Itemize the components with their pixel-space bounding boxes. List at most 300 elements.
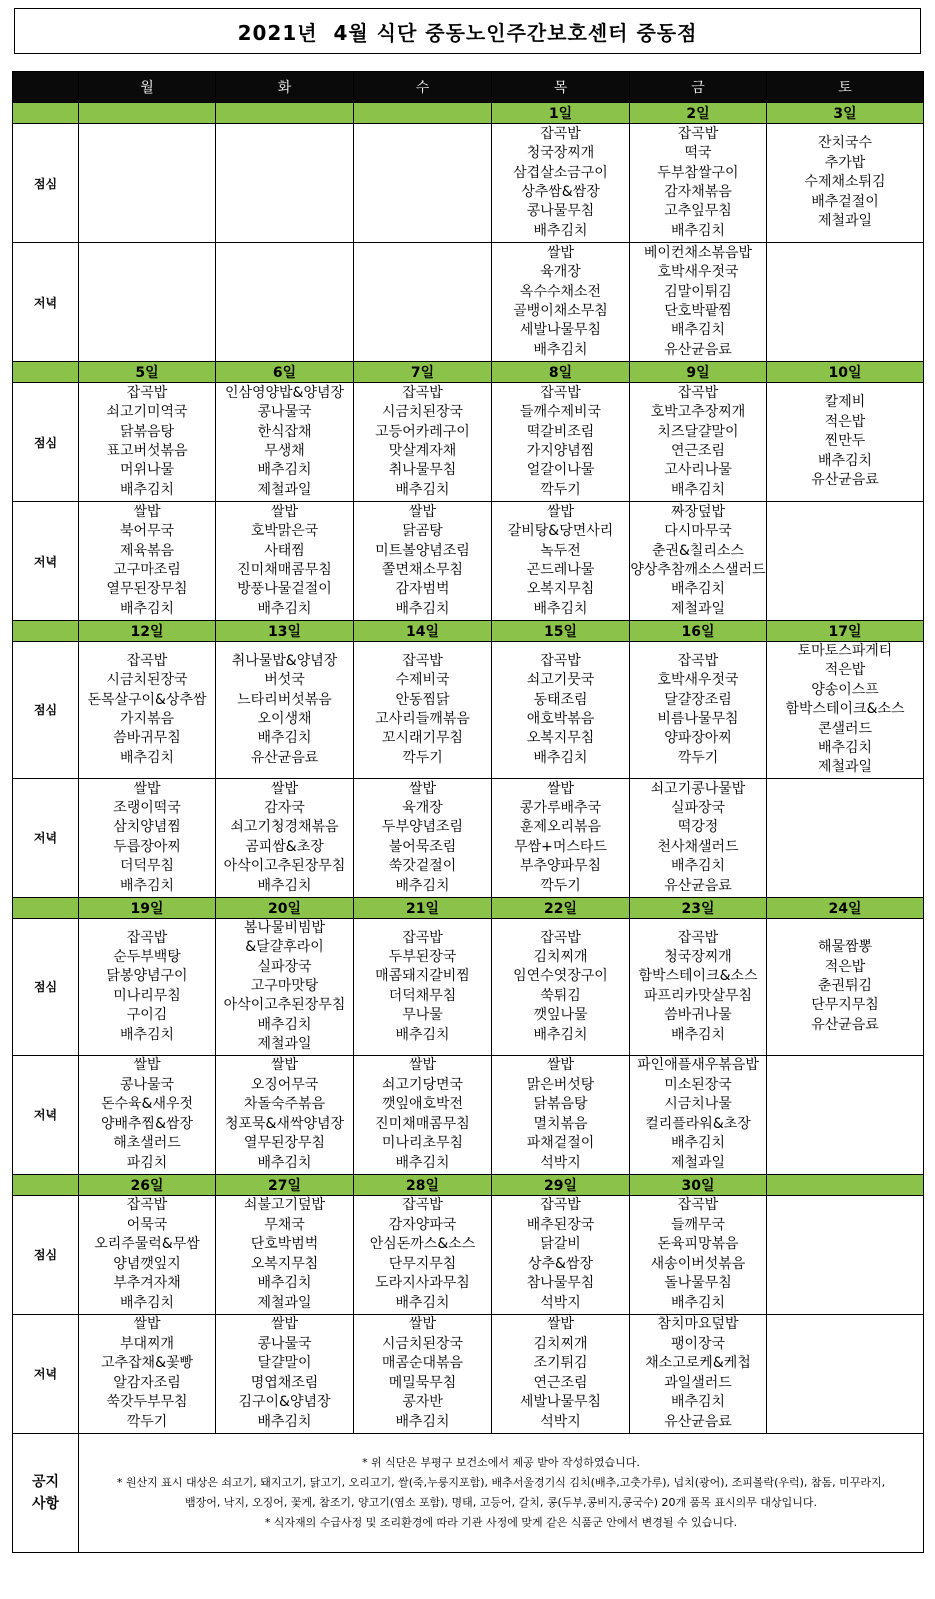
menu-item: 쌀밥: [546, 1316, 575, 1333]
date-row: [13, 1174, 924, 1195]
menu-item: 콩나물국: [257, 1335, 312, 1352]
weekday-thu: 목: [492, 72, 630, 103]
menu-item: 부대찌개: [119, 1335, 175, 1352]
menu-item: 두부양념조림: [381, 819, 464, 836]
menu-item: 매콤순대볶음: [381, 1355, 464, 1372]
menu-item: 배추김치: [119, 749, 175, 766]
date-cell: 14일: [354, 621, 492, 642]
menu-item: 안심돈까스&소스: [369, 1236, 476, 1253]
menu-item: 진미채매콤무침: [237, 562, 332, 578]
dinner-label: 저녁: [13, 778, 79, 897]
menu-item: 배추김치: [257, 1413, 312, 1430]
menu-item: 제육볶음: [119, 542, 175, 559]
menu-item: 무쌈+머스타드: [514, 838, 607, 855]
notice-line-2: * 원산지 표시 대상은 쇠고기, 돼지고기, 닭고기, 오리고기, 쌀(죽,누룽지포함), 배추서울경기식 김치(배추,고춧가루), 넙치(광어), 조피볼락(우럭), 참돔, 미꾸라지,: [116, 1475, 886, 1489]
menu-item: 골뱅이채소무침: [513, 303, 608, 319]
date-cell: 1일: [492, 103, 630, 124]
menu-item: 파김치: [126, 1154, 168, 1171]
menu-item: 미소된장국: [664, 1076, 732, 1093]
menu-item: 오이생채: [257, 710, 312, 727]
menu-item: 찐만두: [824, 433, 866, 450]
menu-item: 실파장국: [670, 800, 726, 817]
menu-item: 고추잡채&꽃빵: [100, 1355, 194, 1372]
menu-item: 애호박볶음: [526, 710, 595, 727]
menu-item: 청국장찌개: [664, 948, 732, 965]
lunch-menu-cell: [492, 383, 630, 502]
menu-item: 녹두전: [540, 542, 581, 559]
menu-item: 해초샐러드: [113, 1135, 181, 1152]
menu-item: 돈수육&새우젓: [100, 1096, 194, 1113]
date-cell: 5일: [79, 362, 216, 383]
menu-item: 세발나물무침: [519, 322, 602, 339]
menu-item: 쌀밥: [546, 780, 575, 797]
notice-label: [13, 1433, 79, 1552]
lunch-menu-cell: [79, 642, 216, 779]
menu-item: 유산균음료: [811, 1016, 879, 1033]
menu-item: 콩나물국: [257, 404, 312, 421]
menu-item: 비름나물무침: [657, 710, 739, 727]
menu-item: 쌀밥: [408, 503, 437, 520]
weekday-header-row: [13, 72, 924, 103]
date-cell: 17일: [767, 621, 924, 642]
menu-item: 순두부백탕: [113, 948, 181, 965]
menu-item: 배추김치: [670, 1294, 726, 1311]
dinner-menu-cell: [492, 502, 630, 621]
menu-item: 한식잡채: [257, 423, 312, 440]
date-row-corner: [13, 897, 79, 918]
lunch-label: 점심: [13, 124, 79, 243]
menu-item: 새송이버섯볶음: [650, 1255, 746, 1272]
notice-line-1: * 위 식단은 부평구 보건소에서 제공 받아 작성하였습니다.: [362, 1455, 640, 1469]
weekday-tue: 화: [216, 72, 354, 103]
menu-item: 배추김치: [395, 877, 450, 894]
menu-item: 단호박팥찜: [664, 303, 732, 319]
menu-item: 참치마요덮밥: [657, 1316, 739, 1333]
menu-item: 쑥갓겉절이: [388, 858, 457, 875]
date-cell: 19일: [79, 897, 216, 918]
dinner-menu-cell: [354, 1314, 492, 1433]
lunch-menu-cell: [216, 642, 354, 779]
menu-item: 깻잎애호박전: [381, 1096, 464, 1113]
lunch-menu-cell: [354, 383, 492, 502]
menu-item: 단무지무침: [388, 1255, 457, 1272]
menu-item: 곰피쌈&초장: [245, 838, 324, 855]
dinner-menu-cell: [630, 778, 767, 897]
menu-item: 배추김치: [817, 452, 873, 469]
menu-item: 춘권튀김: [817, 978, 873, 995]
menu-item: 삼겹살소금구이: [513, 164, 608, 181]
menu-item: 쌀밥: [270, 503, 299, 520]
menu-item: 쫄면채소무침: [381, 562, 464, 578]
notice-text: [79, 1433, 924, 1552]
menu-item: 적은밥: [824, 958, 866, 975]
date-row-corner: [13, 621, 79, 642]
menu-item: 잔치국수: [817, 135, 873, 152]
menu-item: 팽이장국: [670, 1335, 726, 1352]
menu-item: 유산균음료: [664, 1413, 732, 1430]
lunch-menu-cell: [630, 1195, 767, 1314]
menu-item: 들깨무국: [670, 1216, 726, 1233]
menu-item: 과일샐러드: [664, 1374, 732, 1391]
menu-item: 함박스테이크&소스: [638, 968, 758, 985]
lunch-label: 점심: [13, 642, 79, 779]
menu-item: 잡곡밥: [126, 384, 168, 401]
menu-item: 오복지무침: [250, 1255, 319, 1272]
menu-item: 어묵국: [126, 1216, 168, 1233]
menu-item: 배추김치: [119, 600, 175, 617]
menu-item: 미트볼양념조림: [375, 542, 470, 559]
menu-item: 쇠고기청경채볶음: [230, 819, 339, 836]
date-cell: 27일: [216, 1174, 354, 1195]
menu-item: 고등어카레구이: [375, 423, 470, 440]
menu-item: 천사채샐러드: [657, 838, 739, 855]
lunch-menu-cell: [216, 124, 354, 243]
menu-item: 배추김치: [119, 877, 175, 894]
menu-item: 쑥갓두부무침: [106, 1394, 188, 1411]
dinner-menu-cell: [767, 1055, 924, 1174]
dinner-menu-cell: [630, 1055, 767, 1174]
menu-item: 꼬시래기무침: [381, 730, 464, 747]
menu-item: 잡곡밥: [540, 652, 581, 669]
menu-item: 방풍나물겉절이: [237, 581, 332, 598]
date-cell: 6일: [216, 362, 354, 383]
menu-item: 함박스테이크&소스: [785, 701, 905, 718]
date-row-corner: [13, 103, 79, 124]
menu-item: 참나물무침: [526, 1275, 595, 1292]
menu-item: 열무된장무침: [243, 1135, 326, 1152]
date-cell: 29일: [492, 1174, 630, 1195]
menu-item: 양념깻잎지: [113, 1255, 181, 1272]
menu-item: 배추김치: [257, 1275, 312, 1292]
menu-item: 배추김치: [395, 1154, 450, 1171]
menu-item: 잡곡밥: [126, 929, 168, 946]
menu-item: 잡곡밥: [540, 384, 581, 401]
menu-item: 연근조림: [533, 1374, 588, 1391]
date-cell: 9일: [630, 362, 767, 383]
menu-item: 돌나물무침: [664, 1275, 732, 1292]
menu-item: 배추김치: [670, 1394, 726, 1411]
menu-item: 돈목살구이&상추쌈: [87, 691, 207, 708]
date-cell: 12일: [79, 621, 216, 642]
menu-item: 도라지사과무침: [375, 1275, 470, 1292]
menu-item: 수제비국: [395, 672, 450, 689]
menu-item: 잡곡밥: [540, 929, 581, 946]
menu-item: 배추김치: [670, 1135, 726, 1152]
menu-item: 배추김치: [533, 341, 588, 358]
menu-item: 돈육피망볶음: [657, 1236, 739, 1253]
lunch-menu-cell: [492, 1195, 630, 1314]
menu-item: &달걀후라이: [245, 939, 324, 956]
menu-item: 무나물: [402, 1007, 443, 1024]
menu-item: 불어묵조림: [388, 838, 457, 855]
menu-item: 유산균음료: [664, 877, 732, 894]
date-cell: 23일: [630, 897, 767, 918]
date-cell: 15일: [492, 621, 630, 642]
menu-item: 양배추찜&쌈장: [100, 1115, 194, 1132]
menu-item: 상추&쌈장: [527, 1255, 593, 1272]
menu-item: 석박지: [540, 1413, 581, 1430]
menu-item: 조랭이떡국: [113, 800, 181, 817]
menu-item: 쌀밥: [133, 1316, 161, 1333]
menu-item: 쌀밥: [546, 503, 575, 520]
date-cell: 10일: [767, 362, 924, 383]
date-cell: 30일: [630, 1174, 767, 1195]
menu-item: 채소고로케&케첩: [645, 1355, 751, 1372]
menu-item: 미나리초무침: [381, 1135, 464, 1152]
dinner-menu-cell: [767, 243, 924, 362]
lunch-row: [13, 124, 924, 243]
date-cell: [216, 103, 354, 124]
dinner-row: [13, 778, 924, 897]
menu-item: 감자채볶음: [664, 184, 732, 200]
notice-label-line2: 사항: [31, 1495, 60, 1512]
menu-item: 배추김치: [257, 877, 312, 894]
menu-item: 깍두기: [402, 749, 443, 766]
menu-item: 깍두기: [540, 481, 581, 498]
menu-item: 치즈달걀말이: [657, 423, 739, 440]
menu-item: 쌀밥: [408, 1057, 437, 1074]
menu-item: 감자양파국: [388, 1216, 457, 1233]
menu-item: 조기튀김: [533, 1355, 588, 1372]
dinner-menu-cell: [354, 778, 492, 897]
menu-item: 콩나물국: [119, 1076, 175, 1093]
dinner-menu-cell: [216, 1055, 354, 1174]
lunch-row: [13, 642, 924, 779]
date-row: [13, 103, 924, 124]
menu-item: 콩가루배추국: [519, 800, 602, 817]
menu-item: 제철과일: [670, 1154, 726, 1171]
lunch-menu-cell: [492, 918, 630, 1055]
lunch-menu-cell: [630, 383, 767, 502]
menu-item: 멸치볶음: [533, 1115, 588, 1132]
menu-item: 토마토스파게티: [797, 643, 893, 659]
date-cell: 3일: [767, 103, 924, 124]
menu-item: 동태조림: [533, 691, 588, 708]
notice-line-4: * 식자재의 수급사정 및 조리환경에 따라 기관 사정에 맞게 같은 식품군 안에서 변경될 수 있습니다.: [264, 1515, 738, 1529]
menu-item: 배추김치: [395, 1294, 450, 1311]
date-cell: 21일: [354, 897, 492, 918]
lunch-row: [13, 918, 924, 1055]
menu-item: 가지볶음: [119, 710, 175, 727]
menu-item: 잡곡밥: [540, 1197, 581, 1214]
lunch-menu-cell: [79, 124, 216, 243]
date-cell: 2일: [630, 103, 767, 124]
menu-item: 다시마무국: [664, 523, 732, 540]
date-cell: 7일: [354, 362, 492, 383]
date-row-corner: [13, 362, 79, 383]
menu-item: 시금치된장국: [381, 1335, 464, 1352]
menu-item: 맑은버섯탕: [526, 1076, 595, 1093]
menu-item: 쇠불고기덮밥: [243, 1197, 326, 1214]
menu-item: 쌀밥: [270, 780, 299, 797]
menu-item: 적은밥: [824, 662, 866, 679]
date-cell: 26일: [79, 1174, 216, 1195]
dinner-row: [13, 502, 924, 621]
menu-item: 배추김치: [533, 749, 588, 766]
dinner-menu-cell: [79, 243, 216, 362]
lunch-menu-cell: [492, 642, 630, 779]
menu-item: 고추잎무침: [664, 203, 732, 220]
menu-item: 느타리버섯볶음: [237, 691, 332, 708]
menu-item: 취나물밥&양념장: [231, 652, 338, 669]
menu-item: 석박지: [540, 1294, 581, 1311]
menu-item: 닭볶음탕: [533, 1096, 588, 1113]
menu-item: 베이컨채소볶음밥: [643, 244, 753, 261]
menu-item: 쑥튀김: [540, 987, 581, 1004]
menu-item: 쌀밥: [408, 1316, 437, 1333]
menu-item: 잡곡밥: [677, 1197, 719, 1214]
lunch-menu-cell: [79, 383, 216, 502]
menu-item: 시금치나물: [664, 1096, 732, 1113]
menu-item: 김구이&양념장: [238, 1394, 331, 1411]
menu-item: 옥수수채소전: [519, 283, 602, 300]
weekday-sat: 토: [767, 72, 924, 103]
weekday-wed: 수: [354, 72, 492, 103]
menu-item: 배추김치: [670, 222, 726, 239]
lunch-label: 점심: [13, 1195, 79, 1314]
date-cell: 13일: [216, 621, 354, 642]
date-cell: 16일: [630, 621, 767, 642]
dinner-menu-cell: [216, 778, 354, 897]
menu-item: 곤드레나물: [526, 562, 595, 578]
menu-item: 잡곡밥: [126, 652, 168, 669]
menu-item: 쌀밥: [133, 503, 161, 520]
menu-item: 제철과일: [817, 759, 873, 776]
menu-item: 배추김치: [395, 1413, 450, 1430]
page-title: 2021년 4월 식단 중동노인주간보호센터 중동점: [14, 8, 921, 54]
menu-item: 사태찜: [264, 542, 305, 559]
menu-table: [12, 71, 924, 1553]
menu-item: 김치찌개: [533, 948, 588, 965]
menu-item: 호박새우젓국: [657, 264, 739, 281]
dinner-menu-cell: [216, 1314, 354, 1433]
menu-item: 배추김치: [533, 600, 588, 617]
header-corner: [13, 72, 79, 103]
menu-item: 두릅장아찌: [113, 838, 181, 855]
menu-item: 오복지무침: [526, 730, 595, 747]
menu-item: 떡갈비조림: [526, 423, 595, 440]
date-row: [13, 897, 924, 918]
menu-item: 깍두기: [540, 877, 581, 894]
dinner-menu-cell: [354, 243, 492, 362]
menu-item: 배추김치: [670, 858, 726, 875]
menu-item: 알감자조림: [113, 1374, 181, 1391]
menu-item: 깻잎나물: [533, 1007, 588, 1024]
menu-item: 배추김치: [670, 322, 726, 339]
menu-item: 해물짬뽕: [817, 939, 873, 956]
menu-item: 배추김치: [670, 581, 726, 598]
menu-item: 잡곡밥: [540, 125, 581, 142]
menu-item: 쇠고기미역국: [106, 404, 188, 421]
menu-item: 들깨수제비국: [519, 404, 602, 421]
menu-item: 닭갈비: [540, 1236, 581, 1253]
lunch-menu-cell: [354, 918, 492, 1055]
menu-item: 배추김치: [395, 600, 450, 617]
menu-item: 호박새우젓국: [657, 672, 739, 689]
dinner-row: [13, 1314, 924, 1433]
menu-item: 인삼영양밥&양념장: [224, 384, 345, 401]
menu-item: 버섯국: [264, 672, 305, 689]
menu-item: 배추김치: [395, 1026, 450, 1043]
menu-item: 배추김치: [817, 740, 873, 757]
menu-item: 잡곡밥: [402, 384, 443, 401]
menu-item: 배추김치: [395, 481, 450, 498]
lunch-menu-cell: [492, 124, 630, 243]
menu-item: 안동찜닭: [395, 691, 450, 708]
menu-item: 잡곡밥: [677, 652, 719, 669]
dinner-menu-cell: [492, 778, 630, 897]
menu-item: 유산균음료: [250, 749, 319, 766]
menu-item: 구이김: [126, 1007, 168, 1024]
dinner-menu-cell: [767, 502, 924, 621]
date-cell: [79, 103, 216, 124]
date-cell: 8일: [492, 362, 630, 383]
dinner-label: 저녁: [13, 1314, 79, 1433]
lunch-row: [13, 1195, 924, 1314]
menu-item: 김치찌개: [533, 1335, 588, 1352]
menu-item: 콘샐러드: [817, 720, 873, 737]
notice-label-line1: 공지: [31, 1473, 60, 1490]
menu-item: 육개장: [540, 264, 581, 281]
menu-item: 매콤돼지갈비찜: [375, 968, 470, 985]
menu-item: 배추김치: [533, 222, 588, 239]
menu-item: 열무된장무침: [106, 581, 188, 598]
lunch-menu-cell: [630, 642, 767, 779]
menu-item: 시금치된장국: [106, 672, 188, 689]
dinner-label: 저녁: [13, 243, 79, 362]
menu-item: 컬리플라워&초장: [645, 1115, 751, 1132]
menu-item: 더덕채무침: [388, 987, 457, 1004]
menu-item: 아삭이고추된장무침: [223, 997, 346, 1014]
lunch-label: 점심: [13, 918, 79, 1055]
menu-item: 청국장찌개: [526, 145, 595, 162]
lunch-menu-cell: [767, 124, 924, 243]
menu-item: 달걀장조림: [664, 691, 732, 708]
lunch-menu-cell: [216, 918, 354, 1055]
lunch-menu-cell: [630, 124, 767, 243]
menu-item: 양파장아찌: [664, 730, 732, 747]
weekday-mon: 월: [79, 72, 216, 103]
menu-item: 쌀밥: [133, 1057, 161, 1074]
menu-item: 취나물무침: [388, 462, 457, 479]
menu-item: 잡곡밥: [677, 125, 719, 142]
menu-item: 실파장국: [257, 958, 312, 975]
menu-item: 콩자반: [402, 1394, 443, 1411]
lunch-menu-cell: [767, 642, 924, 779]
menu-item: 잡곡밥: [402, 652, 443, 669]
menu-item: 쌀밥: [546, 244, 575, 261]
menu-item: 양송이스프: [811, 681, 879, 698]
menu-item: 배추김치: [533, 1026, 588, 1043]
dinner-menu-cell: [216, 243, 354, 362]
lunch-menu-cell: [354, 124, 492, 243]
menu-item: 배추김치: [119, 1294, 175, 1311]
menu-item: 춘권&칠리소스: [651, 542, 745, 559]
menu-item: 두부된장국: [388, 948, 457, 965]
menu-item: 배추김치: [119, 481, 175, 498]
menu-item: 고사리들깨볶음: [375, 710, 470, 727]
date-row: [13, 621, 924, 642]
dinner-menu-cell: [630, 1314, 767, 1433]
menu-item: 유산균음료: [811, 472, 879, 489]
menu-item: 차돌숙주볶음: [243, 1096, 326, 1113]
menu-item: 배추김치: [670, 1026, 726, 1043]
dinner-label: 저녁: [13, 1055, 79, 1174]
menu-item: 쇠고기뭇국: [526, 672, 595, 689]
menu-item: 배추김치: [119, 1026, 175, 1043]
menu-item: 임연수엿장구이: [513, 968, 608, 985]
menu-item: 깍두기: [126, 1413, 168, 1430]
